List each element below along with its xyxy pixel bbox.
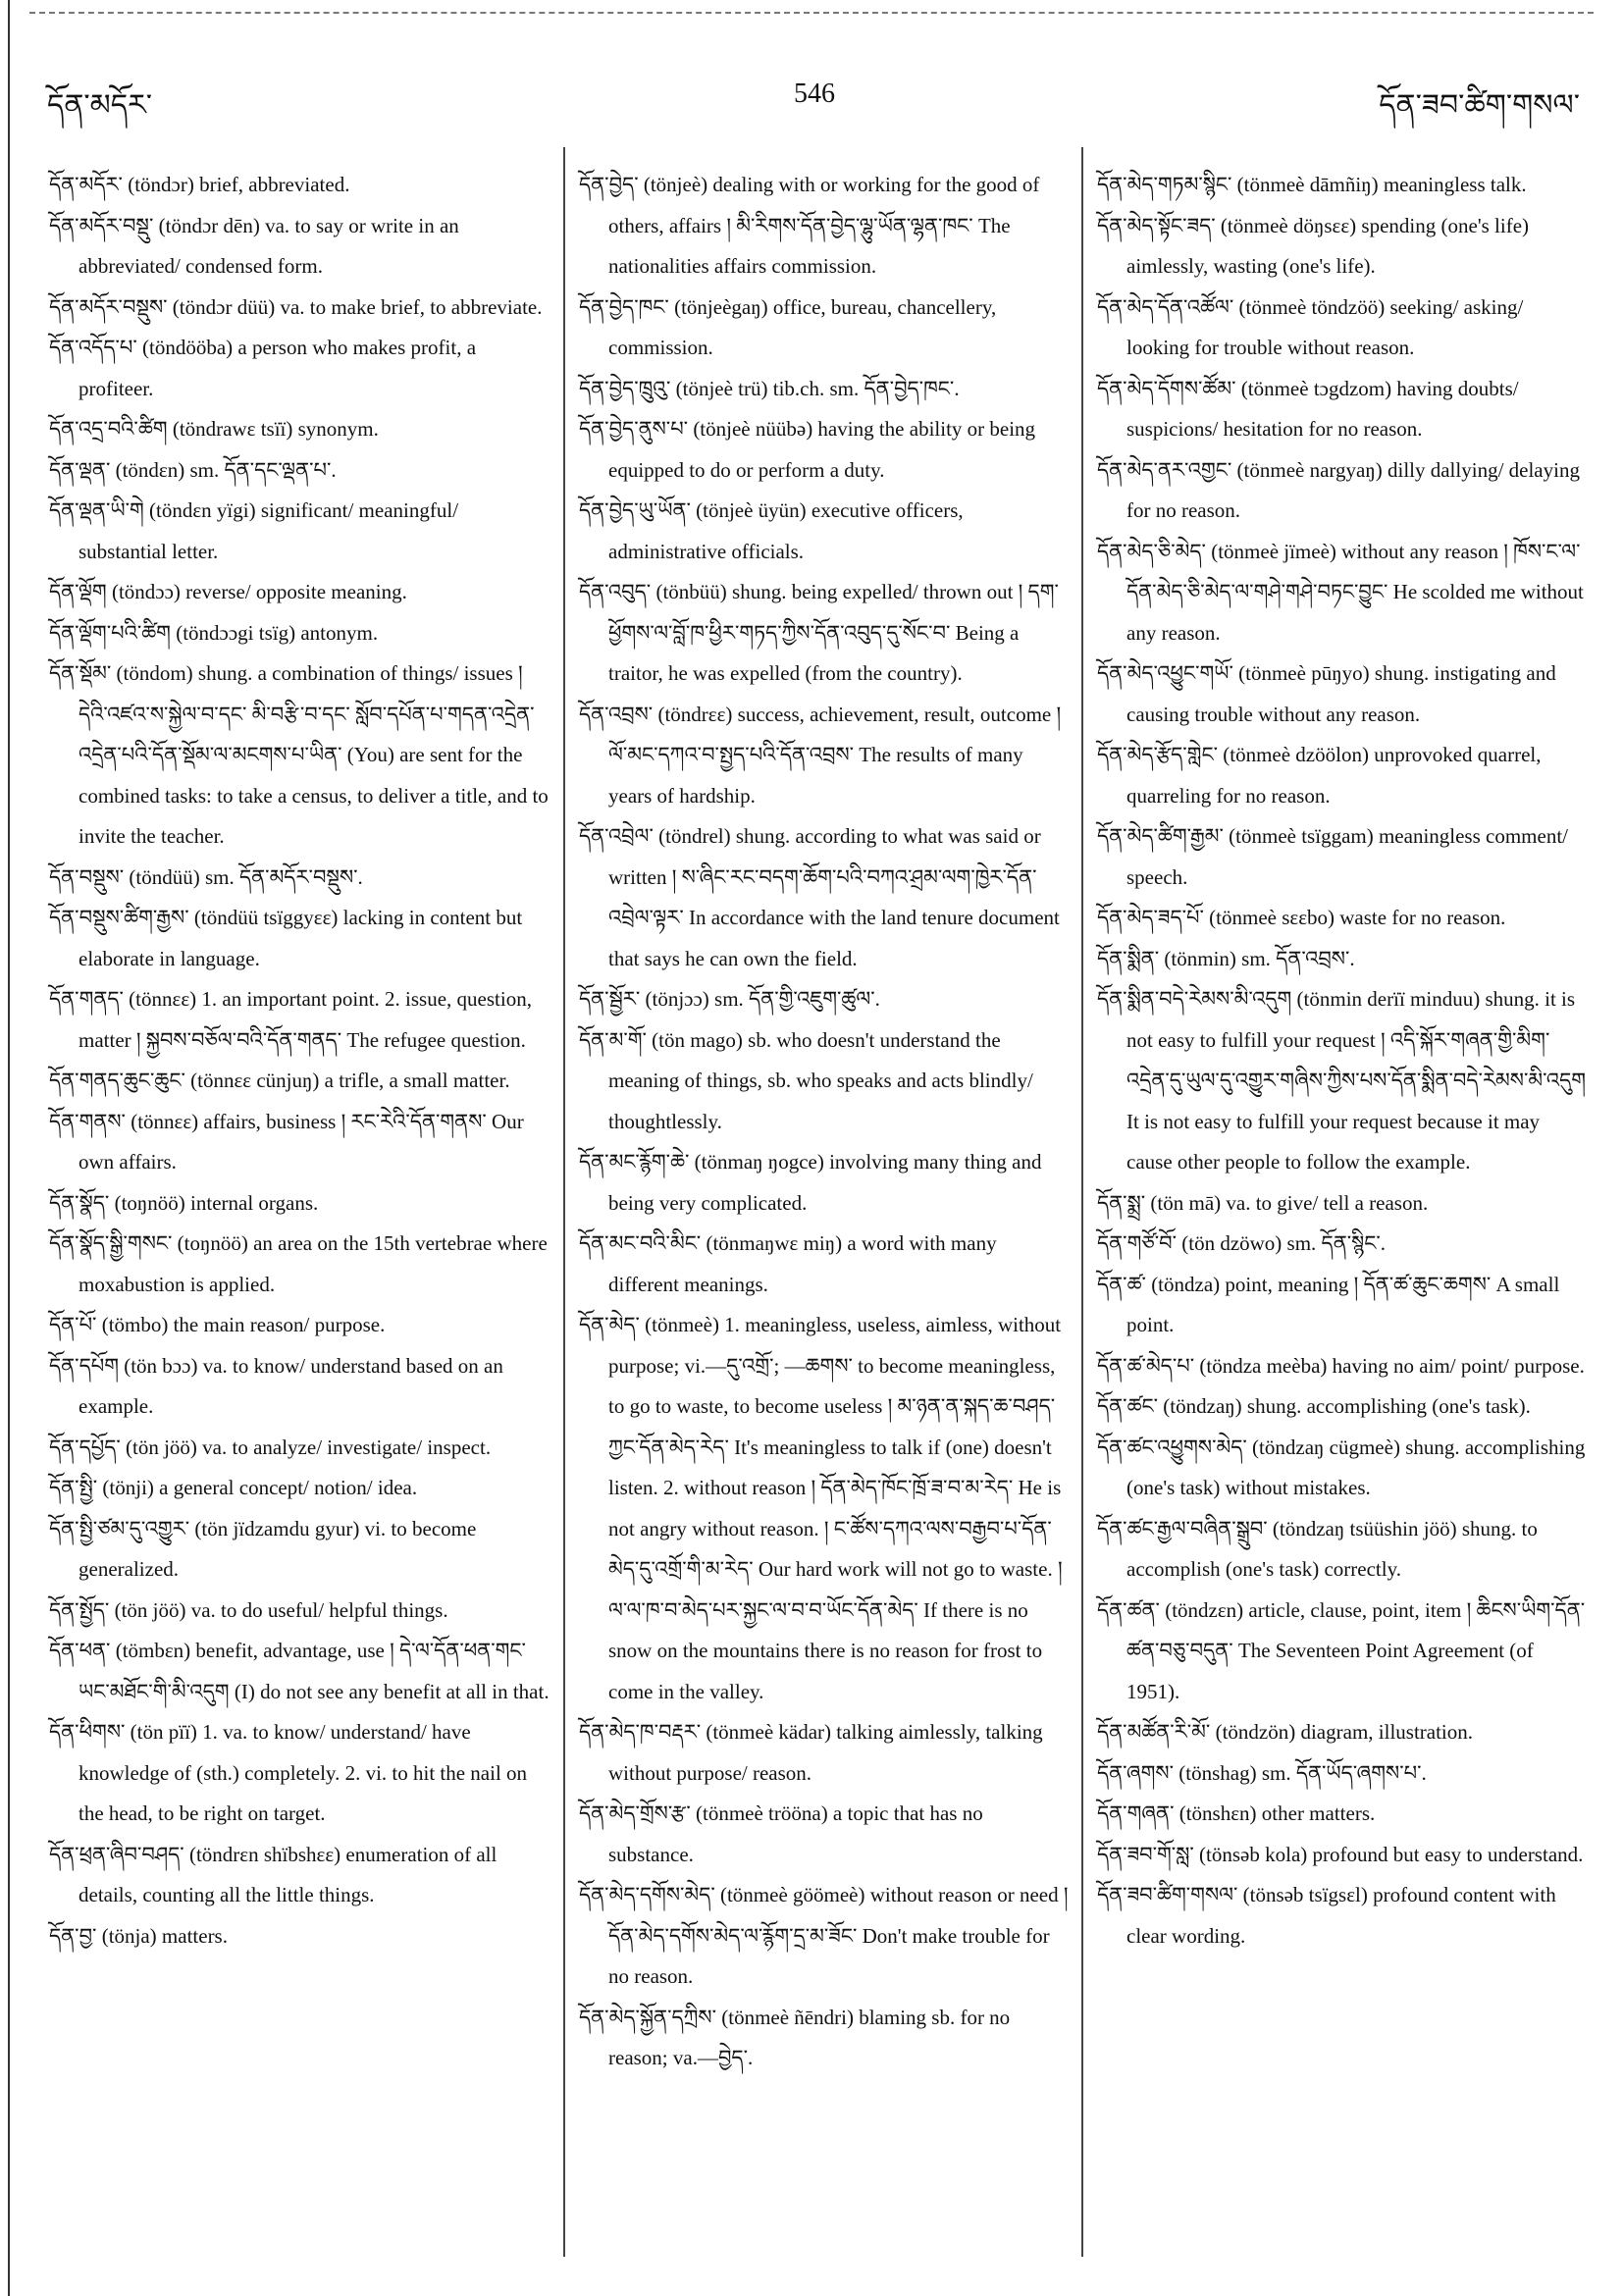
dictionary-entry: དོན་སྦྱོར་ (tönjɔɔ) sm. དོན་གྱི་འཇུག་ཚུལ་. bbox=[579, 987, 880, 1011]
dictionary-entry: དོན་ཚང་རྒྱལ་བཞིན་སྒྲུབ་ (töndzaŋ tsüüshin jöö) shung. to accomplish (one's task) correctly. bbox=[1097, 1516, 1538, 1581]
column-1 bbox=[49, 165, 550, 1957]
running-head-left: དོན་མདོར་ bbox=[47, 89, 153, 122]
dictionary-entry: དོན་མདོར་ (töndɔr) brief, abbreviated. bbox=[49, 173, 350, 196]
dictionary-entry: དོན་ཞགས་ (tönshag) sm. དོན་ཡོད་ཞགས་པ་. bbox=[1097, 1760, 1427, 1785]
dictionary-entry: དོན་བྱེད་ཁྲུའུ་ (tönjeè trü) tib.ch. sm. དོན་བྱེད་ཁང་. bbox=[579, 376, 960, 400]
dictionary-entry: དོན་ཟབ་གོ་སླ་ (tönsəb kola) profound but easy to understand. bbox=[1097, 1842, 1584, 1866]
top-scan-edge bbox=[29, 12, 1594, 14]
left-margin-rule bbox=[8, 0, 10, 2296]
dictionary-entry: དོན་གནད་ (tönnɛɛ) 1. an important point. 2. issue, question, matter ། སྐྱབས་བཅོལ་བའི་དོན་གནད་ The refugee question. bbox=[49, 987, 532, 1052]
running-head-right: དོན་ཟབ་ཚིག་གསལ་ bbox=[1379, 89, 1580, 122]
dictionary-entry: དོན་ཟབ་ཚིག་གསལ་ (tönsəb tsïgsɛl) profound content with clear wording. bbox=[1097, 1883, 1556, 1948]
dictionary-entry: དོན་བྱེད་ཡུ་ཡོན་ (tönjeè üyün) executive officers, administrative officials. bbox=[579, 498, 964, 563]
dictionary-entry: དོན་ལྡན་ཡི་གེ (töndɛn yïgi) significant/ meaningful/ substantial letter. bbox=[49, 498, 459, 563]
dictionary-entry: དོན་དཔོག (tön bɔɔ) va. to know/ understand based on an example. bbox=[49, 1353, 503, 1418]
dictionary-entry: དོན་སྤྱི་ཙམ་དུ་འགྱུར་ (tön jïdzamdu gyur) vi. to become generalized. bbox=[49, 1516, 477, 1581]
dictionary-entry: དོན་པོ་ (tömbo) the main reason/ purpose. bbox=[49, 1313, 386, 1336]
dictionary-entry: དོན་མེད་ཚིག་རྒྱམ་ (tönmeè tsïggam) meaningless comment/ speech. bbox=[1097, 824, 1569, 889]
dictionary-entry: དོན་སྨིན་ (tönmin) sm. དོན་འབྲས་. bbox=[1097, 946, 1355, 970]
column-divider-2 bbox=[1081, 147, 1083, 2257]
dictionary-entry: དོན་གནད་ཆུང་ཆུང་ (tönnɛɛ cünjuŋ) a trifle, a small matter. bbox=[49, 1069, 510, 1092]
dictionary-entry: དོན་མེད་འཕྱུང་གཡོ་ (tönmeè pūŋyo) shung. instigating and causing trouble without any reason. bbox=[1097, 661, 1556, 726]
dictionary-entry: དོན་མང་བའི་མིང་ (tönmaŋwɛ miŋ) a word with many different meanings. bbox=[579, 1231, 997, 1296]
dictionary-entry: དོན་འབུད་ (tönbüü) shung. being expelled/ thrown out ། དག་ཕྱོགས་ལ་བློ་ཁ་ཕྱིར་གཏད་ཀྱིས་དོན་འབུད་དུ་སོང་བ་ Being a traitor, he was expelled (from the country). bbox=[579, 580, 1059, 685]
dictionary-entry: དོན་སྡོམ་ (töndom) shung. a combination of things/ issues ། དེའི་འཛའ་ས་སྐྱེལ་བ་དང་ མི་བརྩི་བ་དང་ སློབ་དཔོན་པ་གདན་འདྲེན་འདྲེན་པའི་དོན་སྡོམ་ལ་མངགས་པ་ཡིན་ (You) are sent for the combined tasks: to take a census, to deliver a title, and to invite the teacher. bbox=[49, 661, 549, 848]
dictionary-entry: དོན་དཔྱོད་ (tön jöö) va. to analyze/ investigate/ inspect. bbox=[49, 1435, 492, 1459]
dictionary-entry: དོན་ཕྲན་ཞིབ་བཤད་ (töndrɛn shïbshɛɛ) enumeration of all details, counting all the little things. bbox=[49, 1842, 497, 1906]
dictionary-entry: དོན་སྤྱོད་ (tön jöö) va. to do useful/ helpful things. bbox=[49, 1597, 448, 1622]
dictionary-entry: དོན་འདྲ་བའི་ཚིག (töndrawɛ tsïï) synonym. bbox=[49, 417, 379, 441]
dictionary-entry: དོན་མེད་གཏམ་སྙིང་ (tönmeè dāmñiŋ) meaningless talk. bbox=[1097, 173, 1527, 196]
dictionary-entry: དོན་བྱེད་ཁང་ (tönjeègaŋ) office, bureau, chancellery, commission. bbox=[579, 294, 997, 359]
dictionary-entry: དོན་བྱེད་ (tönjeè) dealing with or working for the good of others, affairs ། མི་རིགས་དོན་བྱེད་ལྷུ་ཡོན་ལྷན་ཁང་ The nationalities affairs commission. bbox=[579, 173, 1040, 278]
dictionary-entry: དོན་འབྲས་ (töndrɛɛ) success, achievement, result, outcome ། ལོ་མང་དཀའ་བ་སྤྱད་པའི་དོན་འབྲས་ The results of many years of hardship. bbox=[579, 702, 1062, 808]
dictionary-entry: དོན་ཚང་ (töndzaŋ) shung. accomplishing (one's task). bbox=[1097, 1394, 1531, 1418]
dictionary-entry: དོན་མ་གོ་ (tön mago) sb. who doesn't understand the meaning of things, sb. who speaks and acts blindly/ thoughtlessly. bbox=[579, 1027, 1033, 1133]
dictionary-entry: དོན་མེད་གྲོས་རྩ་ (tönmeè trööna) a topic that has no substance. bbox=[579, 1801, 983, 1866]
dictionary-entry: དོན་མེད་སྐྱོན་དཀྲིས་ (tönmeè ñēndri) blaming sb. for no reason; va.—བྱེད་. bbox=[579, 2005, 1011, 2069]
dictionary-entry: དོན་མེད་ཅི་མེད་ (tönmeè jïmeè) without any reason ། ཁོས་ང་ལ་དོན་མེད་ཅི་མེད་ལ་གཤེ་གཤེ་བཏང་བྱུང་ He scolded me without any reason. bbox=[1097, 539, 1584, 645]
page-number: 546 bbox=[794, 78, 835, 109]
dictionary-entry: དོན་བསྡུས་ (töndüü) sm. དོན་མདོར་བསྡུས་. bbox=[49, 864, 363, 889]
column-divider-1 bbox=[563, 147, 565, 2257]
dictionary-entry: དོན་ཚ་ (töndza) point, meaning ། དོན་ཚ་ཆུང་ཆགས་ A small point. bbox=[1097, 1272, 1560, 1336]
dictionary-entry: དོན་མདོར་བསྡུ་ (töndɔr dēn) va. to say or write in an abbreviated/ condensed form. bbox=[49, 213, 459, 278]
dictionary-entry: དོན་ལྡན་ (töndɛn) sm. དོན་དང་ལྡན་པ་. bbox=[49, 457, 337, 482]
dictionary-entry: དོན་མེད་ཁ་བརྡར་ (tönmeè kädar) talking aimlessly, talking without purpose/ reason. bbox=[579, 1720, 1043, 1785]
dictionary-entry: དོན་མང་རྙོག་ཆེ་ (tönmaŋ ŋogce) involving many thing and being very complicated. bbox=[579, 1150, 1042, 1215]
dictionary-entry: དོན་འདོད་པ་ (töndööba) a person who makes profit, a profiteer. bbox=[49, 336, 477, 400]
dictionary-entry: དོན་ཚན་ (töndzɛn) article, clause, point, item ། ཆིངས་ཡིག་དོན་ཚན་བཅུ་བདུན་ The Seventeen Point Agreement (of 1951). bbox=[1097, 1597, 1586, 1703]
column-3 bbox=[1097, 165, 1588, 1957]
dictionary-entry: དོན་མེད་དོགས་ཚོམ་ (tönmeè tɔgdzom) having doubts/ suspicions/ hesitation for no reason. bbox=[1097, 376, 1519, 441]
dictionary-entry: དོན་ལྡོག (töndɔɔ) reverse/ opposite meaning. bbox=[49, 580, 407, 603]
dictionary-entry: དོན་ཚ་མེད་པ་ (töndza meèba) having no aim/ point/ purpose. bbox=[1097, 1353, 1585, 1378]
dictionary-entry: དོན་སྨྲ་ (tön mā) va. to give/ tell a reason. bbox=[1097, 1190, 1429, 1215]
dictionary-entry: དོན་ཕིགས་ (tön pïï) 1. va. to know/ understand/ have knowledge of (sth.) completely. 2. vi. to hit the nail on the head, to be right on target. bbox=[49, 1720, 528, 1825]
dictionary-entry: དོན་མེད་དགོས་མེད་ (tönmeè göömeè) without reason or need ། དོན་མེད་དགོས་མེད་ལ་རྙོག་དྲ་མ་ཟོང་ Don't make trouble for no reason. bbox=[579, 1883, 1069, 1988]
dictionary-entry: དོན་ཚང་འཕྱུགས་མེད་ (töndzaŋ cügmeè) shung. accomplishing (one's task) without mistakes. bbox=[1097, 1435, 1586, 1499]
dictionary-entry: དོན་མདོར་བསྡུས་ (töndɔr düü) va. to make brief, to abbreviate. bbox=[49, 294, 543, 319]
dictionary-entry: དོན་མེད་ (tönmeè) 1. meaningless, useless, aimless, without purpose; vi.—དུ་འགྲོ་; —ཆགས་ to become meaningless, to go to waste, to become useless ། མ་ཉན་ན་སྐད་ཆ་བཤད་ཀྱང་དོན་མེད་རེད་ It's meaningless to talk if (one) doesn't listen. 2. without reason ། དོན་མེད་ཁོང་ཁྲོ་ཟ་བ་མ་རེད་ He is not angry without reason. ། ང་ཚོས་དཀའ་ལས་བརྒྱབ་པ་དོན་མེད་དུ་འགྲོ་གི་མ་རེད་ Our hard work will not go to waste. ། ལ་ལ་ཁ་བ་མེད་པར་སྐྱང་ལ་བ་བ་ཡོང་དོན་མེད་ If there is no snow on the mountains there is no reason for frost to come in the valley. bbox=[579, 1313, 1063, 1703]
dictionary-entry: དོན་གནས་ (tönnɛɛ) affairs, business ། རང་རེའི་དོན་གནས་ Our own affairs. bbox=[49, 1109, 524, 1174]
dictionary-entry: དོན་གཞན་ (tönshɛn) other matters. bbox=[1097, 1801, 1376, 1825]
dictionary-entry: དོན་བསྡུས་ཚིག་རྒྱས་ (töndüü tsïggyɛɛ) lacking in content but elaborate in language. bbox=[49, 906, 523, 970]
dictionary-entry: དོན་མེད་དོན་འཚོལ་ (tönmeè töndzöö) seeking/ asking/ looking for trouble without reason. bbox=[1097, 294, 1524, 359]
dictionary-entry: དོན་ལྡོག་པའི་ཚིག (töndɔɔgi tsïg) antonym. bbox=[49, 620, 379, 645]
dictionary-entry: དོན་མེད་ནར་འགྱང་ (tönmeè nargyaŋ) dilly dallying/ delaying for no reason. bbox=[1097, 457, 1580, 522]
dictionary-entry: དོན་བྱ་ (tönja) matters. bbox=[49, 1923, 228, 1948]
dictionary-entry: དོན་སྣོད་སྒྱི་གསང་ (toŋnöö) an area on the 15th vertebrae where moxabustion is applied. bbox=[49, 1231, 548, 1296]
column-2 bbox=[579, 165, 1070, 2079]
dictionary-entry: དོན་མེད་རྩོད་གླེང་ (tönmeè dzöölon) unprovoked quarrel, quarreling for no reason. bbox=[1097, 743, 1542, 808]
dictionary-entry: དོན་སྤྱི་ (tönji) a general concept/ notion/ idea. bbox=[49, 1476, 418, 1499]
dictionary-entry: དོན་མཚོན་རི་མོ་ (töndzön) diagram, illustration. bbox=[1097, 1720, 1474, 1744]
dictionary-entry: དོན་ཕན་ (tömbɛn) benefit, advantage, use ། དེ་ལ་དོན་ཕན་གང་ཡང་མཐོང་གི་མི་འདུག (I) do not see any benefit at all in that. bbox=[49, 1639, 550, 1703]
dictionary-entry: དོན་མེད་སྟོང་ཟད་ (tönmeè döŋsɛɛ) spending (one's life) aimlessly, wasting (one's life). bbox=[1097, 213, 1530, 278]
dictionary-entry: དོན་བྱེད་ནུས་པ་ (tönjeè nüübə) having the ability or being equipped to do or perform a duty. bbox=[579, 417, 1036, 482]
dictionary-entry: དོན་གཙོ་བོ་ (tön dzöwo) sm. དོན་སྙིང་. bbox=[1097, 1231, 1387, 1255]
dictionary-entry: དོན་སྣོད་ (toŋnöö) internal organs. bbox=[49, 1190, 319, 1215]
dictionary-entry: དོན་འབྲེལ་ (töndrel) shung. according to what was said or written ། ས་ཞིང་རང་བདག་ཆོག་པའི་བཀའ་ཤྲམ་ལག་ཁྱེར་དོན་འབྲེལ་ལྟར་ In accordance with the land tenure document that says he can own the field. bbox=[579, 824, 1060, 970]
dictionary-entry: དོན་མེད་ཟད་པོ་ (tönmeè sɛɛbo) waste for no reason. bbox=[1097, 906, 1506, 929]
dictionary-entry: དོན་སྨིན་བདེ་རེམས་མི་འདུག (tönmin derïï minduu) shung. it is not easy to fulfill your request ། འདི་སྐོར་གཞན་གྱི་མིག་འདྲེན་དུ་ཡུལ་དུ་འགྱུར་གཞིས་ཀྱིས་པས་དོན་སྨིན་བདེ་རེམས་མི་འདུག It is not easy to fulfill your request because it may cause other people to follow the example. bbox=[1097, 987, 1587, 1174]
